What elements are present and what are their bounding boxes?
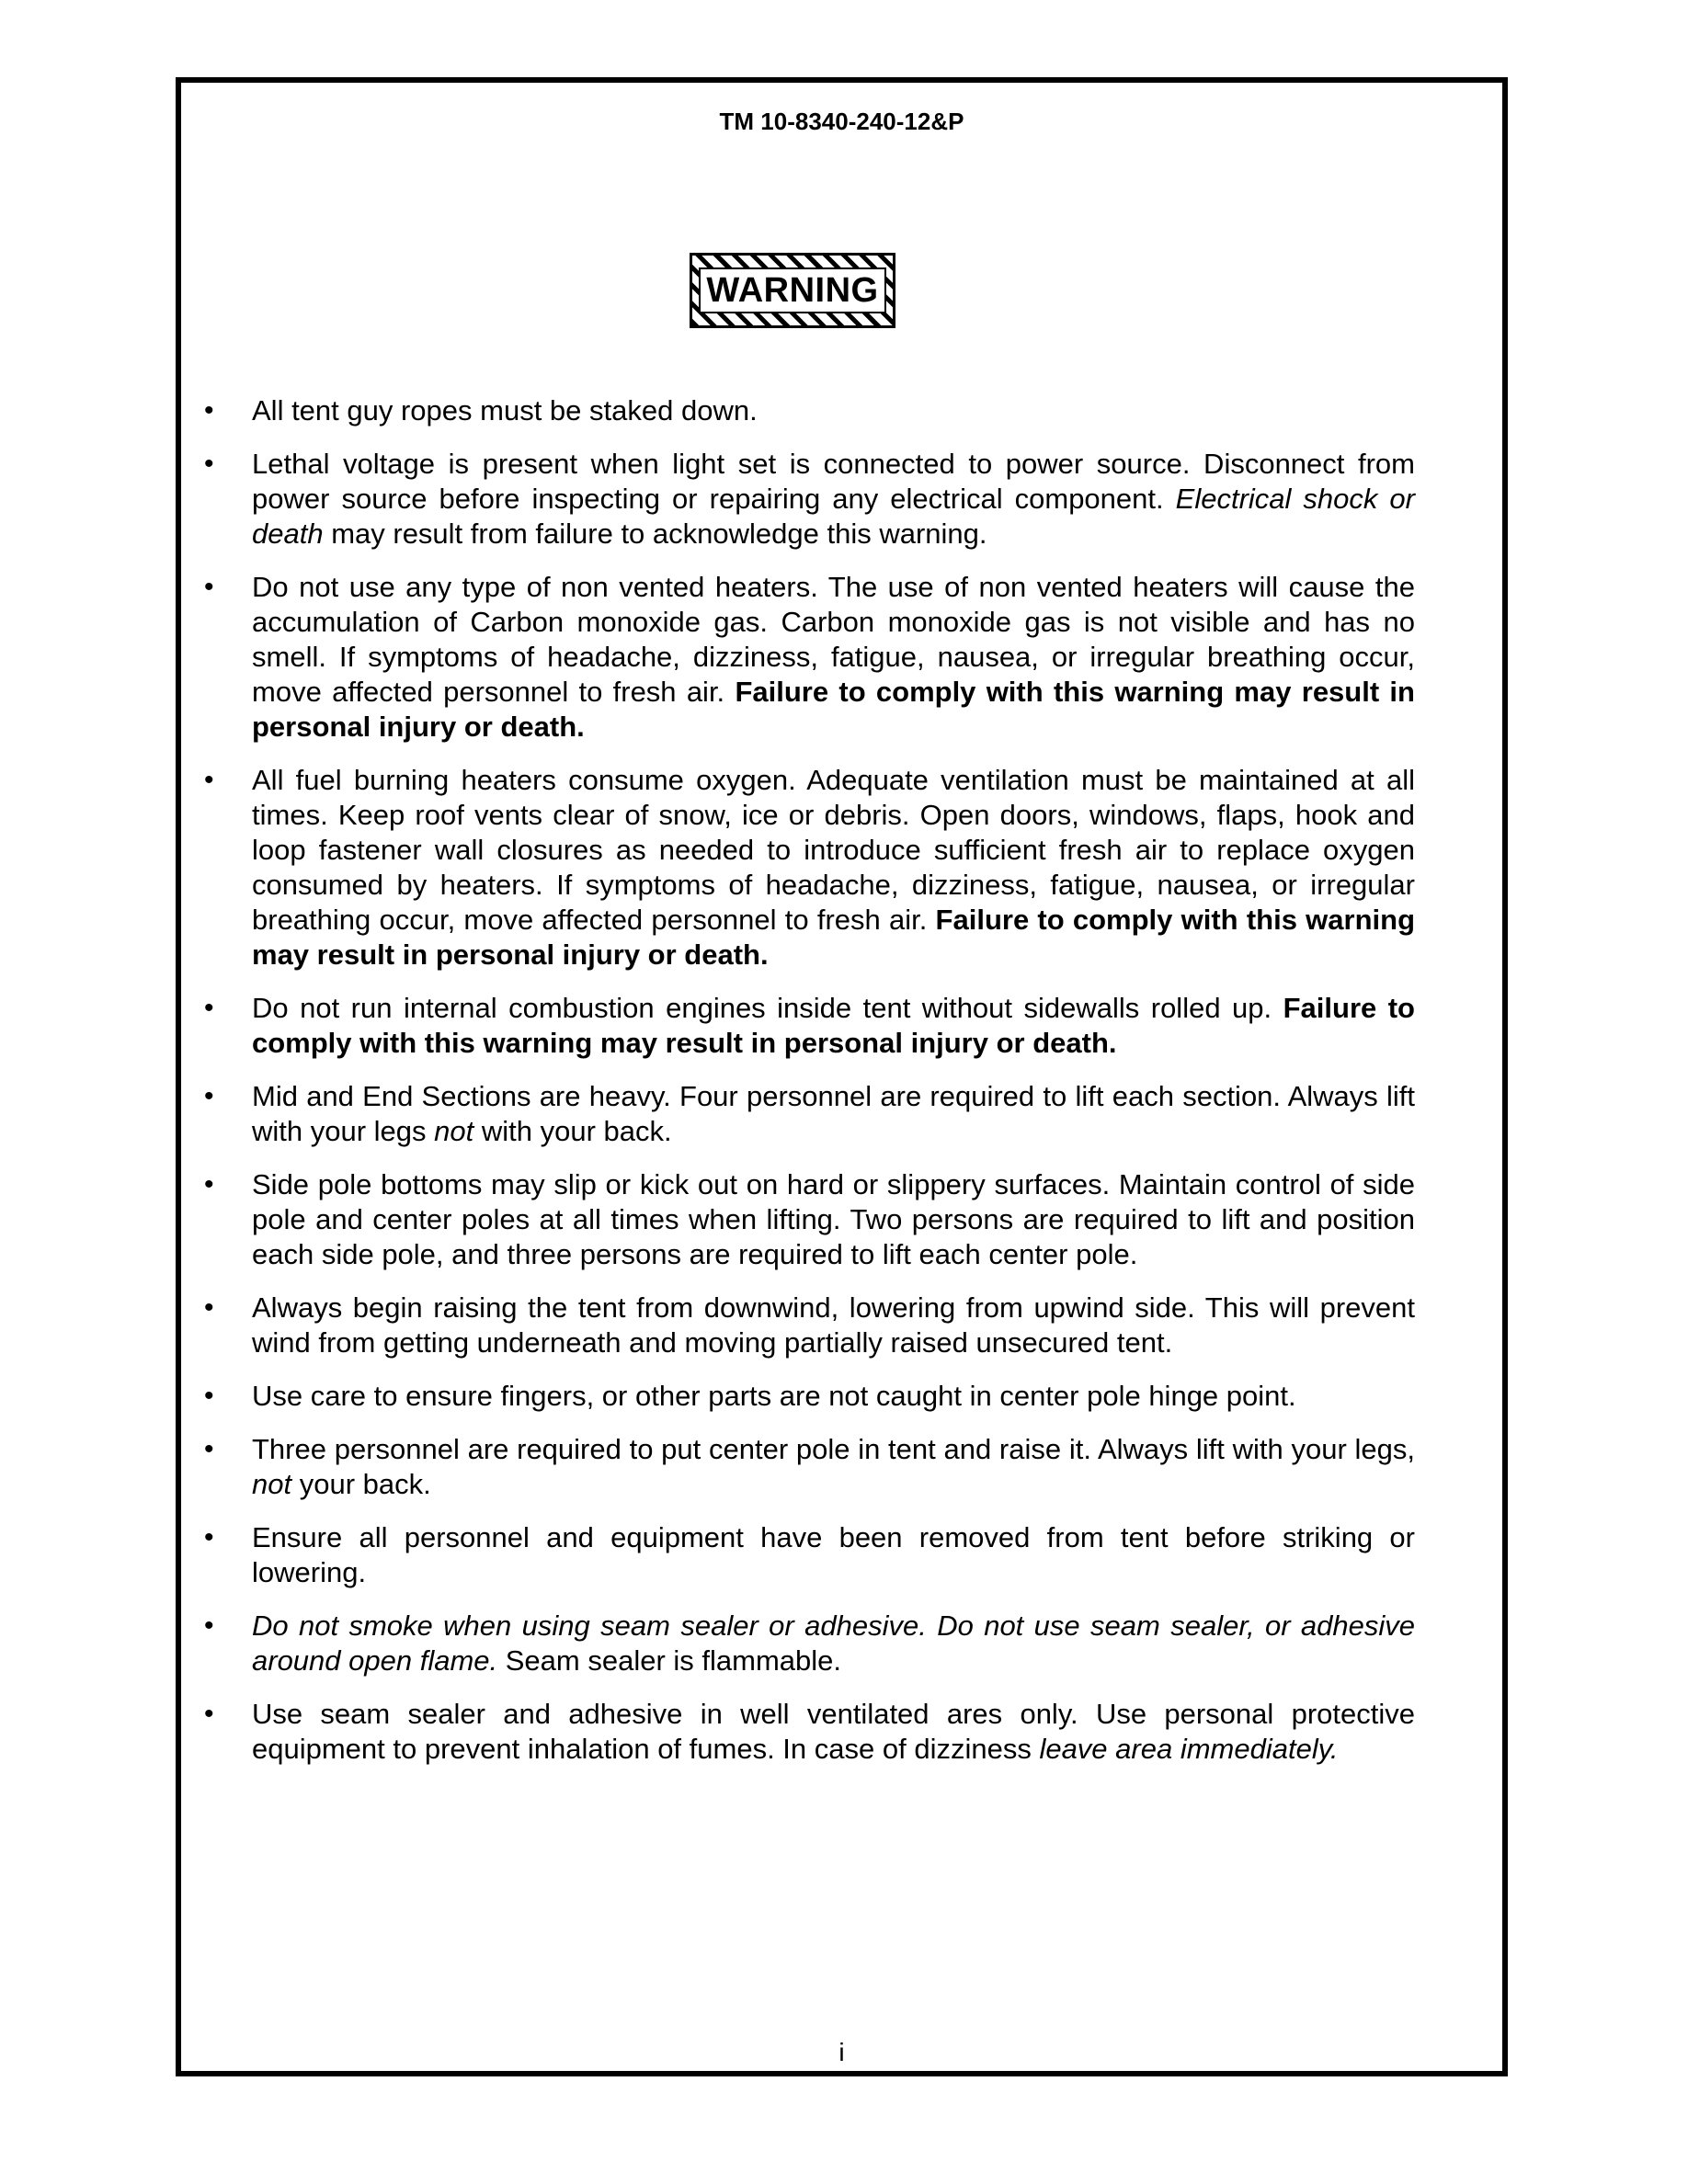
warning-item <box>204 393 1415 428</box>
warning-text: may result from failure to acknowledge this warning. <box>323 518 987 550</box>
warning-text: Seam sealer is flammable. <box>497 1644 842 1677</box>
bullet-icon: • <box>204 1081 214 1111</box>
warning-banner <box>690 253 895 328</box>
warning-item <box>204 991 1415 1061</box>
warning-item <box>204 1609 1415 1678</box>
warning-item <box>204 447 1415 552</box>
warning-text: Always begin raising the tent from downwind, lowering from upwind side. This will prevent wind from getting underneath and moving partially raised unsecured tent. <box>252 1291 1415 1359</box>
warning-text: Failure to comply with this warning may result in personal injury or death. <box>252 992 1415 1059</box>
warning-item <box>204 1079 1415 1149</box>
warning-text: not <box>434 1115 474 1147</box>
warning-text: Failure to comply with this warning may result in personal injury or death. <box>252 676 1415 743</box>
warning-label: WARNING <box>699 267 886 313</box>
warning-text: Side pole bottoms may slip or kick out on hard or slippery surfaces. Maintain control of side pole and center poles at all times when lifting. Two persons are required to lift and position each side pole, and three persons are required to lift each center pole. <box>252 1168 1415 1270</box>
bullet-icon: • <box>204 1381 214 1411</box>
bullet-icon: • <box>204 993 214 1023</box>
warning-text: your back. <box>291 1468 431 1500</box>
warning-text: with your back. <box>473 1115 672 1147</box>
bullet-icon: • <box>204 395 214 426</box>
warning-item <box>204 1167 1415 1272</box>
bullet-icon: • <box>204 1169 214 1200</box>
warning-text: Do not run internal combustion engines inside tent without sidewalls rolled up. <box>252 992 1283 1024</box>
bullet-icon: • <box>204 572 214 602</box>
warning-item <box>204 570 1415 745</box>
warning-item <box>204 1379 1415 1414</box>
warning-text: Lethal voltage is present when light set is connected to power source. Disconnect from power source before inspecting or repairing any electrical component. <box>252 448 1415 515</box>
bullet-icon: • <box>204 1434 214 1464</box>
warning-text: Do not use any type of non vented heaters. The use of non vented heaters will cause the accumulation of Carbon monoxide gas. Carbon monoxide gas is not visible and has no smell. If symptoms of headache, dizziness, fatigue, nausea, or irregular breathing occur, move affected personnel to fresh air. <box>252 571 1415 708</box>
warning-text: Three personnel are required to put center pole in tent and raise it. Always lift with your legs, <box>252 1433 1415 1465</box>
bullet-icon: • <box>204 1522 214 1553</box>
warning-text: Use care to ensure fingers, or other parts are not caught in center pole hinge point. <box>252 1380 1296 1412</box>
document-id: TM 10-8340-240-12&P <box>719 108 964 135</box>
warning-item <box>204 1432 1415 1502</box>
warning-item <box>204 1697 1415 1767</box>
warning-text: Ensure all personnel and equipment have been removed from tent before striking or lowering. <box>252 1521 1415 1588</box>
warning-text: All fuel burning heaters consume oxygen. Adequate ventilation must be maintained at all times. Keep roof vents clear of snow, ice or debris. Open doors, windows, flaps, hook and loop fastener wall closures as needed to introduce sufficient fresh air to replace oxygen consumed by heaters. If symptoms of headache, dizziness, fatigue, nausea, or irregular breathing occur, move affected personnel to fresh air. <box>252 764 1415 936</box>
warning-text: Use seam sealer and adhesive in well ventilated ares only. Use personal protective equipment to prevent inhalation of fumes. In case of dizziness <box>252 1698 1415 1765</box>
warning-text: not <box>252 1468 292 1500</box>
warning-text: Mid and End Sections are heavy. Four personnel are required to lift each section. Always lift with your legs <box>252 1080 1415 1147</box>
warning-list <box>204 393 1415 1785</box>
warning-item <box>204 1291 1415 1360</box>
warning-text: Electrical shock or death <box>252 483 1416 550</box>
bullet-icon: • <box>204 1699 214 1729</box>
bullet-icon: • <box>204 1610 214 1641</box>
bullet-icon: • <box>204 449 214 479</box>
warning-item <box>204 763 1415 973</box>
bullet-icon: • <box>204 765 214 795</box>
warning-item <box>204 1520 1415 1590</box>
warning-text: Do not smoke when using seam sealer or adhesive. Do not use seam sealer, or adhesive around open flame. <box>252 1610 1415 1677</box>
warning-text: Failure to comply with this warning may result in personal injury or death. <box>252 904 1416 971</box>
warning-text: All tent guy ropes must be staked down. <box>252 394 758 427</box>
bullet-icon: • <box>204 1292 214 1323</box>
page-border <box>176 77 1508 2076</box>
page-number: i <box>838 2038 845 2066</box>
warning-text: leave area immediately. <box>1039 1733 1339 1765</box>
